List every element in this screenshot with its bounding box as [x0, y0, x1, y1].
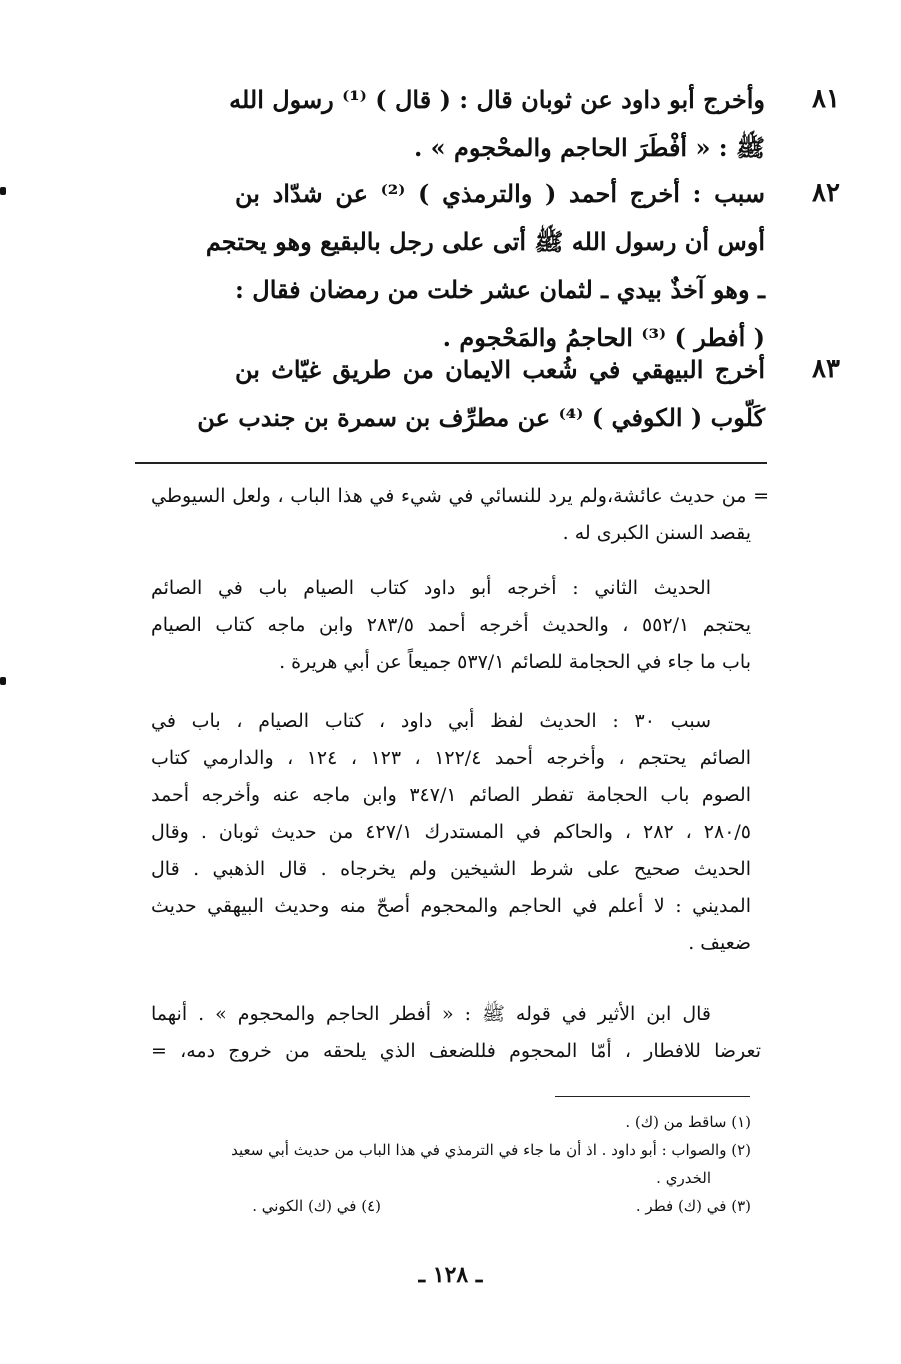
main-separator — [135, 462, 767, 464]
commentary-line: ٢٨٠/٥ ، ٢٨٢ ، والحاكم في المستدرك ٤٢٧/١ من حديث ثوبان . وقال — [151, 821, 752, 843]
commentary-line: المديني : لا أعلم في الحاجم والمحجوم أصحّ منه وحديث البيهقي حديث — [151, 895, 751, 917]
commentary-line: الصوم باب الحجامة تفطر الصائم ٣٤٧/١ وابن ماجه عنه وأخرجه أحمد — [151, 784, 751, 806]
hadith-entry-83 — [197, 346, 840, 442]
footnote-row — [151, 1192, 751, 1220]
entry-line: ﷺ : « أفْطَرَ الحاجم والمحْجوم » . — [413, 133, 765, 162]
footnote-4: (٤) في (ك) الكوني . — [252, 1197, 381, 1215]
page-number: ـ ١٢٨ ـ — [418, 1262, 483, 1288]
commentary-line: سبب ٣٠ : الحديث لفظ أبي داود ، كتاب الصيام ، باب في — [151, 710, 711, 732]
commentary-line: يحتجم ٥٥٢/١ ، والحديث أخرجه أحمد ٢٨٣/٥ وابن ماجه كتاب الصيام — [151, 614, 751, 636]
commentary-line: الحديث صحيح على شرط الشيخين ولم يخرجاه . قال الذهبي . قال — [151, 858, 751, 880]
footnote-separator — [555, 1096, 750, 1097]
entry-line: وأخرج أبو داود عن ثوبان قال : ( قال ) ⁽¹⁾ رسول الله — [229, 85, 765, 114]
commentary-line: تعرضا للافطار ، أمّا المحجوم فللضعف الذي يلحقه من خروج دمه، = — [151, 1040, 761, 1062]
commentary-line: = من حديث عائشة،ولم يرد للنسائي في شيء في هذا الباب ، ولعل السيوطي — [151, 485, 769, 507]
footnote-2-continuation: الخدري . — [656, 1169, 711, 1187]
binding-mark — [0, 677, 6, 685]
entry-number: ٨١ — [812, 84, 840, 114]
entry-number: ٨٣ — [812, 354, 840, 384]
footnote-1: (١) ساقط من (ك) . — [625, 1113, 751, 1131]
entry-line: كَلّوب ( الكوفي ) ⁽⁴⁾ عن مطرِّف بن سمرة بن جندب عن — [197, 403, 765, 432]
entry-line: أخرج البيهقي في شُعب الايمان من طريق غيّاث بن — [235, 355, 765, 384]
commentary-paragraph-1 — [151, 478, 769, 552]
entry-line: سبب : أخرج أحمد ( والترمذي ) ⁽²⁾ عن شدّاد بن — [235, 179, 765, 208]
commentary-line: قال ابن الأثير في قوله ﷺ : « أفطر الحاجم والمحجوم » . أنهما — [151, 1003, 711, 1025]
footnotes — [151, 1108, 751, 1220]
footnote-2: (٢) والصواب : أبو داود . اذ أن ما جاء في الترمذي في هذا الباب من حديث أبي سعيد — [231, 1141, 751, 1159]
entry-line: ( أفطر ) ⁽³⁾ الحاجمُ والمَحْجوم . — [442, 323, 765, 352]
commentary-line: باب ما جاء في الحجامة للصائم ٥٣٧/١ جميعاً عن أبي هريرة . — [279, 651, 751, 673]
commentary-paragraph-4 — [151, 996, 761, 1070]
commentary-line: الصائم يحتجم ، وأخرجه أحمد ١٢٢/٤ ، ١٢٣ ، ١٢٤ ، والدارمي كتاب — [151, 747, 752, 769]
commentary-line: الحديث الثاني : أخرجه أبو داود كتاب الصيام باب في الصائم — [151, 577, 711, 599]
footnote-3: (٣) في (ك) فطر . — [635, 1197, 751, 1215]
hadith-entry-81 — [229, 76, 840, 172]
commentary-paragraph-3 — [151, 703, 751, 962]
hadith-entry-82 — [205, 170, 840, 362]
commentary-line: ضعيف . — [688, 932, 751, 954]
commentary-paragraph-2 — [151, 570, 751, 681]
entry-line: ـ وهو آخذٌ بيدي ـ لثمان عشر خلت من رمضان فقال : — [235, 275, 765, 304]
binding-mark — [0, 187, 6, 195]
entry-line: أوس أن رسول الله ﷺ أتى على رجل بالبقيع وهو يحتجم — [205, 227, 765, 256]
commentary-line: يقصد السنن الكبرى له . — [562, 522, 751, 544]
entry-number: ٨٢ — [812, 178, 840, 208]
